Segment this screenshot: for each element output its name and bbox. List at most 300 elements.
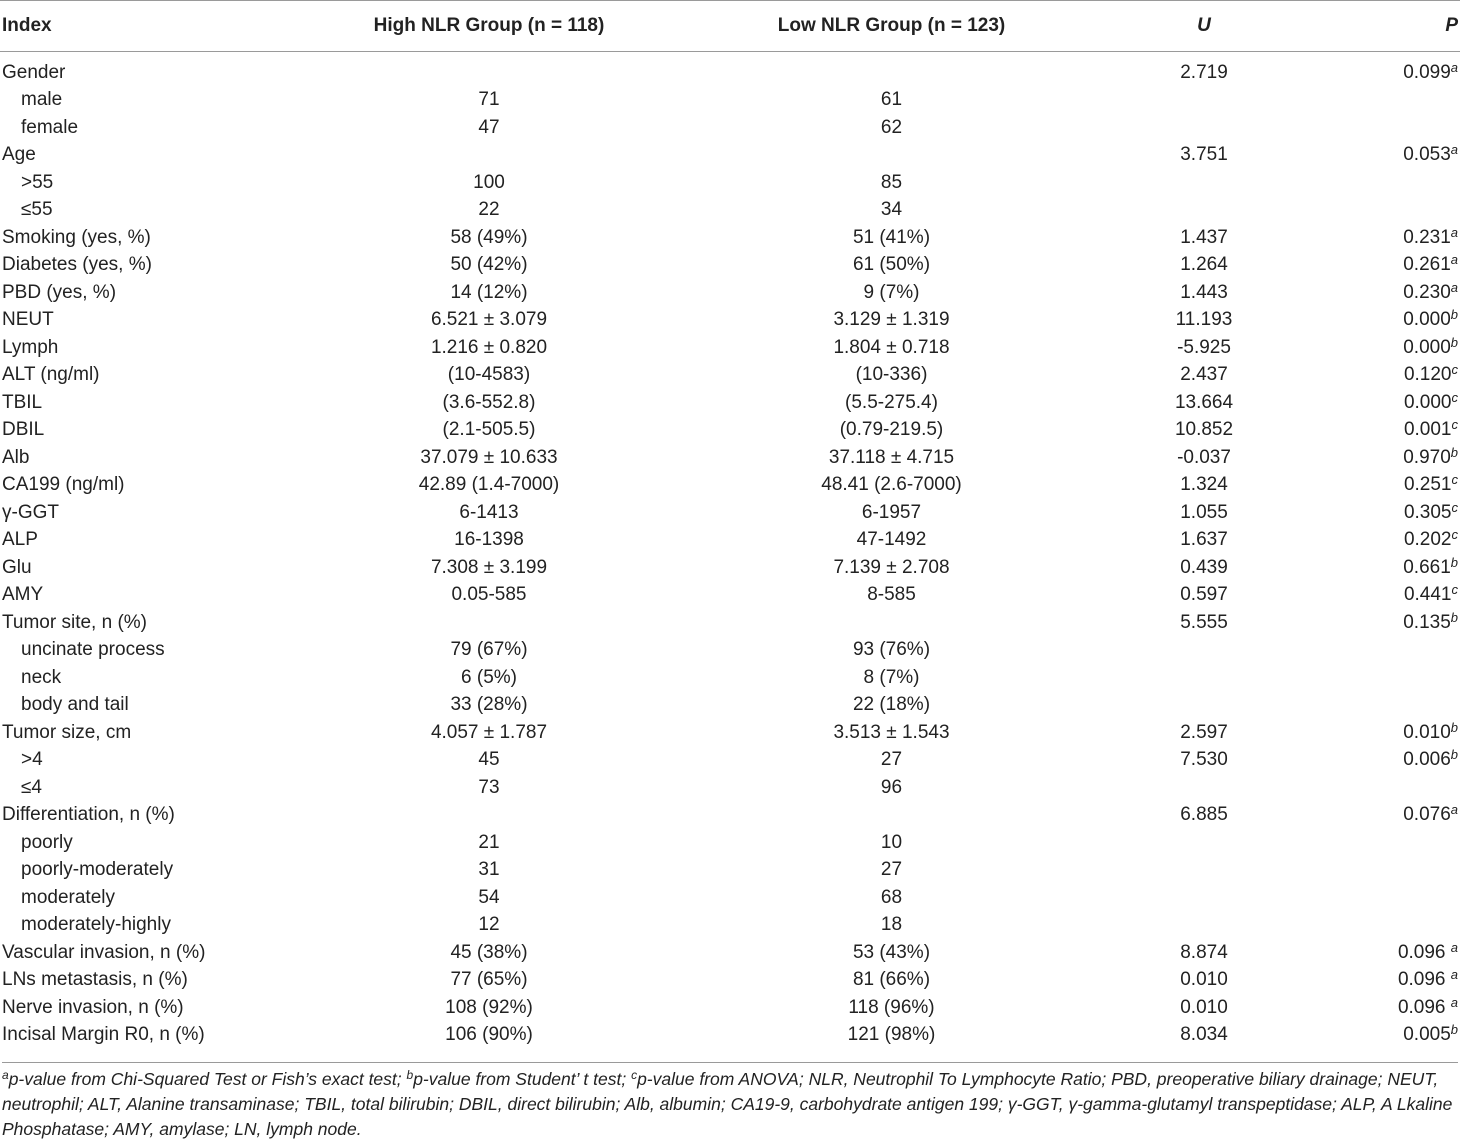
cell-high-nlr — [300, 114, 678, 142]
cell-p — [1303, 197, 1460, 225]
significance-mark: b — [1450, 554, 1458, 570]
cell-index — [0, 774, 300, 802]
cell-p — [1303, 334, 1460, 362]
cell-p-text: 0.231 — [1403, 226, 1451, 248]
cell-p-text: 0.005 — [1403, 1024, 1451, 1046]
cell-low-nlr — [678, 939, 1105, 967]
cell-high-nlr — [300, 774, 678, 802]
cell-low-nlr — [678, 417, 1105, 445]
table-row — [0, 939, 1460, 967]
cell-u-text: 11.193 — [1175, 309, 1233, 331]
significance-mark: b — [1450, 1022, 1458, 1038]
cell-u-text: 1.437 — [1180, 226, 1228, 248]
cell-u-text: 3.751 — [1180, 144, 1228, 166]
cell-index-text: ≤4 — [21, 776, 42, 798]
cell-low-nlr-text: 68 — [880, 886, 903, 908]
cell-low-nlr — [678, 609, 1105, 637]
cell-u-text: 8.874 — [1180, 941, 1228, 963]
cell-low-nlr-text: 51 (41%) — [852, 226, 931, 248]
cell-p — [1303, 1022, 1460, 1057]
cell-high-nlr-text: 7.308 ± 3.199 — [430, 556, 548, 578]
cell-low-nlr — [678, 912, 1105, 940]
cell-u — [1105, 912, 1303, 940]
cell-high-nlr — [300, 362, 678, 390]
table-row — [0, 884, 1460, 912]
cell-index-text: Lymph — [2, 336, 59, 358]
cell-p — [1303, 527, 1460, 555]
cell-index-text: neck — [21, 666, 62, 688]
cell-p — [1303, 389, 1460, 417]
cell-high-nlr-text: 6.521 ± 3.079 — [430, 309, 548, 331]
cell-p — [1303, 912, 1460, 940]
table-row — [0, 224, 1460, 252]
cell-high-nlr-text: 73 — [478, 776, 500, 798]
significance-mark: b — [1450, 719, 1458, 735]
cell-u — [1105, 197, 1303, 225]
table-row — [0, 719, 1460, 747]
cell-p — [1303, 692, 1460, 720]
cell-index — [0, 87, 300, 115]
cell-index — [0, 389, 300, 417]
cell-high-nlr — [300, 664, 678, 692]
footnote-text-a: p-value from Chi-Squared Test or Fish’s exact test; — [8, 1069, 407, 1089]
cell-high-nlr-text: 16-1398 — [454, 529, 524, 551]
cell-p-text: 0.305 — [1403, 501, 1452, 523]
cell-index — [0, 747, 300, 775]
header-u: U — [1105, 1, 1303, 52]
cell-high-nlr — [300, 1022, 678, 1057]
cell-low-nlr-text: 37.118 ± 4.715 — [828, 446, 955, 468]
cell-index — [0, 637, 300, 665]
cell-high-nlr-text: 6 (5%) — [461, 666, 517, 688]
cell-low-nlr — [678, 52, 1105, 87]
cell-u-text: 10.852 — [1174, 419, 1234, 441]
cell-high-nlr-text: 37.079 ± 10.633 — [420, 446, 558, 468]
cell-u — [1105, 307, 1303, 335]
cell-high-nlr — [300, 912, 678, 940]
cell-low-nlr — [678, 527, 1105, 555]
cell-low-nlr — [678, 967, 1105, 995]
cell-high-nlr — [300, 719, 678, 747]
cell-low-nlr-text: 3.513 ± 1.543 — [833, 721, 950, 743]
cell-u-text: -0.037 — [1177, 446, 1231, 468]
cell-index — [0, 417, 300, 445]
cell-p — [1303, 362, 1460, 390]
table-row — [0, 197, 1460, 225]
footnote-mark-b: b — [406, 1068, 414, 1082]
cell-index — [0, 472, 300, 500]
cell-p — [1303, 499, 1460, 527]
significance-mark: c — [1451, 362, 1458, 378]
cell-p-text: 0.261 — [1403, 254, 1451, 276]
cell-index-text: Alb — [2, 446, 30, 468]
cell-u-text: 1.055 — [1180, 501, 1228, 523]
cell-u — [1105, 994, 1303, 1022]
cell-p — [1303, 52, 1460, 87]
cell-low-nlr-text: 9 (7%) — [863, 281, 920, 303]
cell-index-text: LNs metastasis, n (%) — [2, 969, 188, 991]
cell-index-text: moderately — [21, 886, 115, 908]
cell-high-nlr — [300, 857, 678, 885]
cell-p-text: 0.000 — [1403, 309, 1451, 331]
cell-low-nlr-text: 27 — [880, 749, 903, 771]
cell-p — [1303, 967, 1460, 995]
cell-p-text: 0.096 — [1397, 996, 1451, 1018]
cell-p — [1303, 114, 1460, 142]
cell-index — [0, 582, 300, 610]
cell-low-nlr-text: (0.79-219.5) — [839, 419, 944, 441]
cell-high-nlr — [300, 527, 678, 555]
cell-u-text: -5.925 — [1177, 336, 1231, 358]
cell-low-nlr — [678, 142, 1105, 170]
cell-high-nlr — [300, 499, 678, 527]
cell-low-nlr-text: 53 (43%) — [852, 941, 931, 963]
cell-low-nlr — [678, 334, 1105, 362]
cell-low-nlr — [678, 114, 1105, 142]
cell-index — [0, 802, 300, 830]
cell-high-nlr — [300, 747, 678, 775]
significance-mark: c — [1451, 499, 1458, 515]
cell-u — [1105, 692, 1303, 720]
cell-u — [1105, 857, 1303, 885]
cell-high-nlr — [300, 609, 678, 637]
cell-low-nlr — [678, 444, 1105, 472]
significance-mark: a — [1450, 224, 1458, 240]
cell-low-nlr — [678, 307, 1105, 335]
cell-u-text: 13.664 — [1174, 391, 1234, 413]
cell-low-nlr-text: 8 (7%) — [863, 666, 920, 688]
cell-index — [0, 857, 300, 885]
cell-u — [1105, 417, 1303, 445]
significance-mark: a — [1450, 994, 1458, 1010]
cell-low-nlr — [678, 1022, 1105, 1057]
cell-low-nlr — [678, 224, 1105, 252]
cell-index — [0, 362, 300, 390]
table-row — [0, 857, 1460, 885]
cell-high-nlr — [300, 582, 678, 610]
cell-p — [1303, 747, 1460, 775]
cell-u — [1105, 719, 1303, 747]
cell-index-text: moderately-highly — [21, 914, 171, 936]
table-row — [0, 747, 1460, 775]
cell-low-nlr-text: 121 (98%) — [847, 1024, 936, 1046]
cell-p-text: 0.096 — [1397, 969, 1451, 991]
cell-p — [1303, 802, 1460, 830]
cell-u — [1105, 1022, 1303, 1057]
cell-index-text: ALT (ng/ml) — [2, 364, 100, 386]
cell-high-nlr-text: 54 — [478, 886, 500, 908]
cell-high-nlr-text: 45 (38%) — [450, 941, 528, 963]
cell-low-nlr-text: 85 — [880, 171, 903, 193]
cell-p-text: 0.441 — [1403, 584, 1452, 606]
cell-u-text: 5.555 — [1180, 611, 1228, 633]
table-row — [0, 142, 1460, 170]
table-row — [0, 774, 1460, 802]
cell-high-nlr-text: 77 (65%) — [450, 969, 528, 991]
cell-u — [1105, 389, 1303, 417]
cell-u-text: 1.443 — [1180, 281, 1228, 303]
table-row — [0, 307, 1460, 335]
cell-index-text: ≤55 — [21, 199, 53, 221]
cell-low-nlr — [678, 637, 1105, 665]
cell-p-text: 0.096 — [1397, 941, 1451, 963]
cell-p-text: 0.661 — [1403, 556, 1451, 578]
cell-high-nlr — [300, 389, 678, 417]
cell-p — [1303, 252, 1460, 280]
cell-low-nlr — [678, 664, 1105, 692]
cell-u-text: 0.439 — [1180, 556, 1228, 578]
cell-index-text: female — [21, 116, 79, 138]
cell-u-text: 0.010 — [1180, 969, 1228, 991]
significance-mark: a — [1450, 279, 1458, 295]
significance-mark: a — [1450, 60, 1458, 76]
cell-u — [1105, 664, 1303, 692]
cell-p-text: 0.006 — [1403, 749, 1451, 771]
cell-high-nlr — [300, 142, 678, 170]
table-row — [0, 169, 1460, 197]
cell-high-nlr — [300, 802, 678, 830]
cell-p-text: 0.000 — [1403, 336, 1451, 358]
cell-high-nlr — [300, 939, 678, 967]
cell-index-text: ALP — [2, 529, 38, 551]
cell-high-nlr — [300, 87, 678, 115]
table-row — [0, 637, 1460, 665]
table-row — [0, 829, 1460, 857]
table-row — [0, 417, 1460, 445]
cell-high-nlr — [300, 692, 678, 720]
cell-index — [0, 114, 300, 142]
cell-index — [0, 884, 300, 912]
cell-index-text: >4 — [21, 749, 43, 771]
significance-mark: a — [1450, 967, 1458, 983]
cell-p — [1303, 582, 1460, 610]
cell-u — [1105, 279, 1303, 307]
cell-low-nlr — [678, 472, 1105, 500]
cell-high-nlr-text: 33 (28%) — [450, 694, 528, 716]
cell-index — [0, 719, 300, 747]
cell-low-nlr — [678, 857, 1105, 885]
cell-index-text: Gender — [2, 62, 66, 84]
cell-u — [1105, 52, 1303, 87]
cell-low-nlr — [678, 197, 1105, 225]
cell-high-nlr-text: (2.1-505.5) — [442, 419, 536, 441]
cell-u — [1105, 252, 1303, 280]
cell-index-text: CA199 (ng/ml) — [2, 474, 125, 496]
cell-p — [1303, 637, 1460, 665]
cell-u — [1105, 747, 1303, 775]
footnote-mark-a: a — [2, 1068, 9, 1082]
cell-low-nlr-text: 81 (66%) — [852, 969, 931, 991]
cell-high-nlr-text: 21 — [478, 831, 500, 853]
cell-index-text: >55 — [21, 171, 54, 193]
cell-u — [1105, 637, 1303, 665]
cell-low-nlr-text: 47-1492 — [856, 529, 927, 551]
cell-u — [1105, 829, 1303, 857]
cell-low-nlr-text: 27 — [880, 859, 903, 881]
cell-p-text: 0.099 — [1403, 62, 1451, 84]
cell-p-text: 0.001 — [1403, 419, 1452, 441]
cell-index — [0, 829, 300, 857]
cell-p — [1303, 307, 1460, 335]
cell-p — [1303, 169, 1460, 197]
cell-index — [0, 52, 300, 87]
cell-p-text: 0.010 — [1403, 721, 1451, 743]
cell-index-text: Incisal Margin R0, n (%) — [2, 1024, 205, 1046]
cell-high-nlr — [300, 444, 678, 472]
table-row — [0, 967, 1460, 995]
cell-index-text: Tumor size, cm — [2, 721, 132, 743]
cell-low-nlr — [678, 884, 1105, 912]
cell-high-nlr-text: 22 — [478, 199, 500, 221]
cell-index-text: γ-GGT — [2, 501, 59, 523]
significance-mark: b — [1450, 307, 1458, 323]
cell-high-nlr-text: 79 (67%) — [450, 639, 528, 661]
cell-index — [0, 692, 300, 720]
cell-u — [1105, 87, 1303, 115]
header-row — [0, 1, 1460, 52]
cell-index — [0, 554, 300, 582]
cell-low-nlr — [678, 169, 1105, 197]
cell-u-text: 6.885 — [1180, 804, 1228, 826]
significance-mark: a — [1450, 802, 1458, 818]
table-row — [0, 52, 1460, 87]
cell-low-nlr — [678, 554, 1105, 582]
cell-index — [0, 142, 300, 170]
significance-mark: b — [1450, 609, 1458, 625]
cell-low-nlr-text: 1.804 ± 0.718 — [833, 336, 950, 358]
table-row — [0, 554, 1460, 582]
cell-p — [1303, 444, 1460, 472]
cell-u-text: 2.719 — [1180, 62, 1228, 84]
cell-index — [0, 527, 300, 555]
cell-index — [0, 334, 300, 362]
cell-high-nlr-text: 4.057 ± 1.787 — [430, 721, 548, 743]
cell-p — [1303, 554, 1460, 582]
cell-index-text: Diabetes (yes, %) — [2, 254, 152, 276]
cell-p — [1303, 472, 1460, 500]
cell-low-nlr — [678, 994, 1105, 1022]
cell-low-nlr-text: 8-585 — [867, 584, 916, 606]
cell-index-text: Smoking (yes, %) — [2, 226, 151, 248]
cell-low-nlr-text: (5.5-275.4) — [845, 391, 938, 413]
header-low-nlr: Low NLR Group (n = 123) — [678, 1, 1105, 52]
table-row — [0, 252, 1460, 280]
cell-u — [1105, 114, 1303, 142]
cell-low-nlr-text: 62 — [880, 116, 903, 138]
cell-p — [1303, 719, 1460, 747]
cell-low-nlr — [678, 582, 1105, 610]
cell-high-nlr — [300, 252, 678, 280]
cell-p — [1303, 142, 1460, 170]
cell-high-nlr-text: 0.05-585 — [451, 584, 527, 606]
footnote-mark-c: c — [631, 1068, 638, 1082]
cell-index — [0, 252, 300, 280]
cell-p-text: 0.251 — [1403, 474, 1452, 496]
cell-low-nlr — [678, 252, 1105, 280]
cell-high-nlr — [300, 307, 678, 335]
cell-p — [1303, 994, 1460, 1022]
cell-low-nlr-text: 48.41 (2.6-7000) — [821, 474, 962, 496]
cell-index — [0, 224, 300, 252]
cell-index-text: Glu — [2, 556, 32, 578]
table-row — [0, 472, 1460, 500]
cell-high-nlr-text: 12 — [478, 914, 500, 936]
cell-high-nlr — [300, 52, 678, 87]
cell-index-text: DBIL — [2, 419, 45, 441]
cell-high-nlr — [300, 472, 678, 500]
cell-u — [1105, 939, 1303, 967]
cell-p — [1303, 609, 1460, 637]
cell-index — [0, 197, 300, 225]
cell-low-nlr-text: (10-336) — [855, 364, 928, 386]
cell-low-nlr-text: 34 — [880, 199, 903, 221]
cell-u — [1105, 554, 1303, 582]
cell-p-text: 0.076 — [1403, 804, 1451, 826]
significance-mark: b — [1450, 334, 1458, 350]
table-row — [0, 444, 1460, 472]
cell-p-text: 0.053 — [1403, 144, 1451, 166]
cell-low-nlr — [678, 87, 1105, 115]
cell-low-nlr-text: 3.129 ± 1.319 — [833, 309, 950, 331]
cell-index — [0, 609, 300, 637]
header-p: P — [1303, 1, 1460, 52]
cell-index-text: Tumor site, n (%) — [2, 611, 147, 633]
table-header — [0, 1, 1460, 52]
table-row — [0, 87, 1460, 115]
table-row — [0, 802, 1460, 830]
cell-index — [0, 444, 300, 472]
cell-high-nlr — [300, 197, 678, 225]
cell-u-text: 2.437 — [1180, 364, 1228, 386]
significance-mark: c — [1451, 527, 1458, 543]
cell-index — [0, 499, 300, 527]
cell-index-text: AMY — [2, 584, 44, 606]
cell-u-text: 1.637 — [1180, 529, 1228, 551]
cell-u — [1105, 967, 1303, 995]
footnote-text-b: p-value from Student’ t test; — [413, 1069, 632, 1089]
cell-p — [1303, 87, 1460, 115]
cell-high-nlr-text: 100 — [473, 171, 505, 193]
cell-high-nlr — [300, 417, 678, 445]
table-row — [0, 912, 1460, 940]
table-body — [0, 52, 1460, 1057]
significance-mark: c — [1451, 582, 1458, 598]
table-row — [0, 389, 1460, 417]
cell-p — [1303, 884, 1460, 912]
table-row — [0, 994, 1460, 1022]
cell-low-nlr — [678, 802, 1105, 830]
cell-u — [1105, 499, 1303, 527]
cell-low-nlr-text: 18 — [880, 914, 903, 936]
cell-p-text: 0.202 — [1403, 529, 1452, 551]
cell-p — [1303, 939, 1460, 967]
cell-low-nlr-text: 61 (50%) — [852, 254, 931, 276]
cell-high-nlr-text: 108 (92%) — [445, 996, 533, 1018]
cell-index-text: male — [21, 89, 63, 111]
cell-p-text: 0.120 — [1403, 364, 1452, 386]
cell-u-text: 8.034 — [1180, 1024, 1228, 1046]
cell-high-nlr-text: 71 — [478, 89, 500, 111]
cell-index-text: uncinate process — [21, 639, 165, 661]
table-row — [0, 582, 1460, 610]
cell-high-nlr-text: (3.6-552.8) — [442, 391, 536, 413]
cell-index — [0, 279, 300, 307]
cell-high-nlr-text: 42.89 (1.4-7000) — [418, 474, 560, 496]
cell-low-nlr-text: 10 — [880, 831, 903, 853]
cell-p — [1303, 829, 1460, 857]
footnote-text-c: p-value from ANOVA; NLR, Neutrophil To Lymphocyte Ratio; PBD, preoperative biliary drainage; NEUT, neutrophil; ALT, Alanine transaminase; TBIL, total bilirubin; DBIL, direct bilirubin; Alb, albumin; CA19-9, carbohydrate antigen 199; γ-GGT, γ-gamma-glutamyl transpeptidase; ALP, A Lkaline Phosphatase; AMY, amylase; LN, lymph node. — [2, 1069, 1453, 1139]
cell-p-text: 0.135 — [1403, 611, 1451, 633]
